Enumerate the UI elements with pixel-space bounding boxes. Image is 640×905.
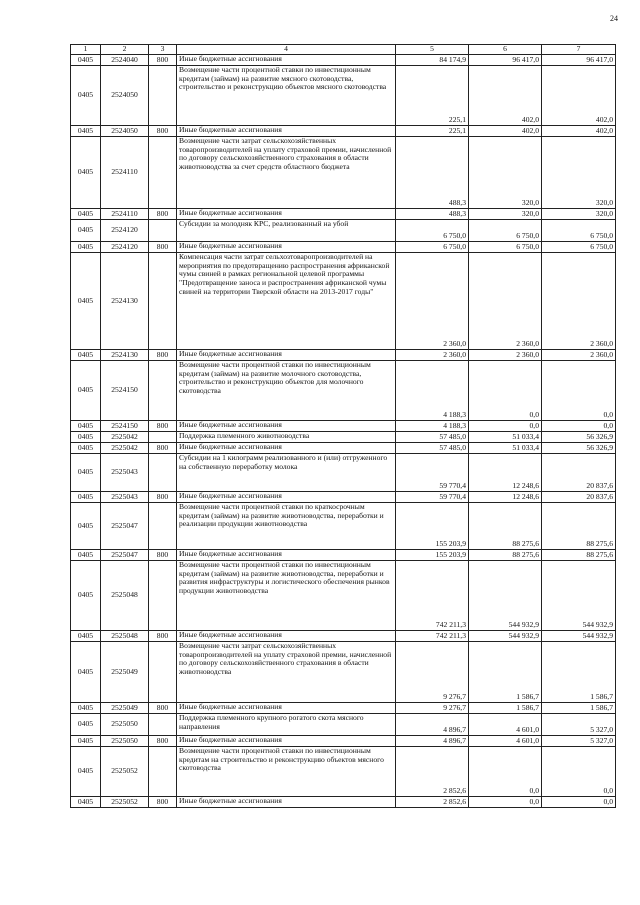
target-article-cell: 2524050 [101, 66, 149, 126]
description-cell: Иные бюджетные ассигнования [177, 55, 396, 66]
section-code-cell: 0405 [71, 550, 101, 561]
amount-col7-cell: 20 837,6 [542, 454, 616, 492]
target-article-cell: 2525047 [101, 503, 149, 550]
target-article-cell: 2525049 [101, 642, 149, 703]
amount-col6-cell: 544 932,9 [469, 631, 542, 642]
amount-col6-cell: 320,0 [469, 209, 542, 220]
amount-col5-cell: 4 896,7 [396, 736, 469, 747]
expense-type-cell: 800 [149, 550, 177, 561]
table-row [71, 714, 616, 736]
amount-col5-cell: 6 750,0 [396, 220, 469, 242]
section-code-cell: 0405 [71, 432, 101, 443]
section-code-cell: 0405 [71, 736, 101, 747]
amount-col7-cell: 6 750,0 [542, 242, 616, 253]
target-article-cell: 2524110 [101, 209, 149, 220]
table-row [71, 492, 616, 503]
description-cell: Иные бюджетные ассигнования [177, 242, 396, 253]
description-cell: Иные бюджетные ассигнования [177, 350, 396, 361]
section-code-cell: 0405 [71, 747, 101, 797]
amount-col5-cell: 155 203,9 [396, 550, 469, 561]
expense-type-cell [149, 137, 177, 209]
amount-col5-cell: 59 770,4 [396, 454, 469, 492]
target-article-cell: 2525049 [101, 703, 149, 714]
section-code-cell: 0405 [71, 242, 101, 253]
amount-col5-cell: 2 852,6 [396, 747, 469, 797]
expense-type-cell: 800 [149, 126, 177, 137]
expense-type-cell: 800 [149, 631, 177, 642]
amount-col6-cell: 320,0 [469, 137, 542, 209]
amount-col6-cell: 2 360,0 [469, 253, 542, 350]
amount-col7-cell: 402,0 [542, 126, 616, 137]
table-row [71, 443, 616, 454]
target-article-cell: 2525050 [101, 714, 149, 736]
amount-col7-cell: 402,0 [542, 66, 616, 126]
amount-col7-cell: 320,0 [542, 209, 616, 220]
description-cell: Возмещение части процентной ставки по инвестиционным кредитам (займам) на развитие животноводства, переработки и развития инфраструктуры и логистического обеспечения рынков продукции животноводства [177, 561, 396, 631]
description-cell: Иные бюджетные ассигнования [177, 443, 396, 454]
expense-type-cell: 800 [149, 736, 177, 747]
expense-type-cell [149, 220, 177, 242]
description-cell: Иные бюджетные ассигнования [177, 550, 396, 561]
amount-col6-cell: 2 360,0 [469, 350, 542, 361]
section-code-cell: 0405 [71, 642, 101, 703]
description-cell: Возмещение части процентной ставки по инвестиционным кредитам (займам) на развитие мясного скотоводства, строительство и реконструкцию объектов мясного скотоводства [177, 66, 396, 126]
target-article-cell: 2525042 [101, 443, 149, 454]
expense-type-cell: 800 [149, 443, 177, 454]
description-cell: Иные бюджетные ассигнования [177, 797, 396, 808]
expense-type-cell [149, 747, 177, 797]
section-code-cell: 0405 [71, 797, 101, 808]
expense-type-cell [149, 561, 177, 631]
expense-type-cell [149, 253, 177, 350]
amount-col7-cell: 544 932,9 [542, 631, 616, 642]
column-number: 7 [542, 45, 616, 55]
target-article-cell: 2524150 [101, 361, 149, 421]
section-code-cell: 0405 [71, 66, 101, 126]
section-code-cell: 0405 [71, 361, 101, 421]
amount-col5-cell: 9 276,7 [396, 703, 469, 714]
amount-col5-cell: 57 485,0 [396, 443, 469, 454]
table-row [71, 703, 616, 714]
expense-type-cell: 800 [149, 209, 177, 220]
table-row [71, 209, 616, 220]
expense-type-cell: 800 [149, 797, 177, 808]
amount-col6-cell: 0,0 [469, 421, 542, 432]
budget-table [70, 44, 616, 808]
amount-col7-cell: 5 327,0 [542, 736, 616, 747]
description-cell: Иные бюджетные ассигнования [177, 492, 396, 503]
target-article-cell: 2525048 [101, 561, 149, 631]
target-article-cell: 2525048 [101, 631, 149, 642]
amount-col6-cell: 544 932,9 [469, 561, 542, 631]
target-article-cell: 2525050 [101, 736, 149, 747]
table-row [71, 631, 616, 642]
target-article-cell: 2524130 [101, 253, 149, 350]
amount-col7-cell: 2 360,0 [542, 253, 616, 350]
description-cell: Возмещение части затрат сельскохозяйственных товаропроизводителей на уплату страховой премии, начисленной по договору сельскохозяйственного страхования в области животноводства [177, 642, 396, 703]
amount-col7-cell: 1 586,7 [542, 703, 616, 714]
amount-col7-cell: 88 275,6 [542, 503, 616, 550]
description-cell: Иные бюджетные ассигнования [177, 631, 396, 642]
amount-col6-cell: 4 601,0 [469, 736, 542, 747]
target-article-cell: 2525042 [101, 432, 149, 443]
table-row [71, 220, 616, 242]
column-number: 3 [149, 45, 177, 55]
description-cell: Иные бюджетные ассигнования [177, 421, 396, 432]
column-number-row [71, 45, 616, 55]
expense-type-cell: 800 [149, 350, 177, 361]
target-article-cell: 2525047 [101, 550, 149, 561]
expense-type-cell [149, 714, 177, 736]
description-cell: Иные бюджетные ассигнования [177, 126, 396, 137]
section-code-cell: 0405 [71, 220, 101, 242]
amount-col5-cell: 155 203,9 [396, 503, 469, 550]
amount-col5-cell: 742 211,3 [396, 561, 469, 631]
amount-col7-cell: 56 326,9 [542, 443, 616, 454]
amount-col7-cell: 56 326,9 [542, 432, 616, 443]
amount-col6-cell: 88 275,6 [469, 503, 542, 550]
amount-col5-cell: 4 188,3 [396, 421, 469, 432]
amount-col6-cell: 402,0 [469, 126, 542, 137]
table-row [71, 550, 616, 561]
amount-col6-cell: 88 275,6 [469, 550, 542, 561]
section-code-cell: 0405 [71, 492, 101, 503]
column-number: 2 [101, 45, 149, 55]
section-code-cell: 0405 [71, 126, 101, 137]
section-code-cell: 0405 [71, 443, 101, 454]
description-cell: Поддержка племенного животноводства [177, 432, 396, 443]
amount-col5-cell: 4 896,7 [396, 714, 469, 736]
section-code-cell: 0405 [71, 561, 101, 631]
page-number: 24 [610, 14, 618, 23]
amount-col6-cell: 51 033,4 [469, 432, 542, 443]
amount-col6-cell: 12 248,6 [469, 454, 542, 492]
amount-col6-cell: 12 248,6 [469, 492, 542, 503]
expense-type-cell [149, 432, 177, 443]
table-row [71, 66, 616, 126]
target-article-cell: 2524150 [101, 421, 149, 432]
description-cell: Возмещение части процентной ставки по инвестиционным кредитам (займам) на развитие молочного скотоводства, строительство и реконструкцию объектов для молочного скотоводства [177, 361, 396, 421]
section-code-cell: 0405 [71, 714, 101, 736]
section-code-cell: 0405 [71, 421, 101, 432]
amount-col6-cell: 0,0 [469, 361, 542, 421]
section-code-cell: 0405 [71, 209, 101, 220]
expense-type-cell: 800 [149, 55, 177, 66]
table-row [71, 432, 616, 443]
table-row [71, 503, 616, 550]
section-code-cell: 0405 [71, 454, 101, 492]
table-row [71, 736, 616, 747]
target-article-cell: 2525043 [101, 492, 149, 503]
amount-col7-cell: 0,0 [542, 797, 616, 808]
table-row [71, 642, 616, 703]
amount-col7-cell: 5 327,0 [542, 714, 616, 736]
expense-type-cell: 800 [149, 421, 177, 432]
section-code-cell: 0405 [71, 631, 101, 642]
description-cell: Возмещение части затрат сельскохозяйственных товаропроизводителей на уплату страховой премии, начисленной по договору сельскохозяйственного страхования в области животноводства за счет средств областного бюджета [177, 137, 396, 209]
table-row [71, 561, 616, 631]
column-number: 4 [177, 45, 396, 55]
table-row [71, 361, 616, 421]
description-cell: Иные бюджетные ассигнования [177, 736, 396, 747]
amount-col5-cell: 742 211,3 [396, 631, 469, 642]
table-row [71, 797, 616, 808]
section-code-cell: 0405 [71, 137, 101, 209]
amount-col7-cell: 544 932,9 [542, 561, 616, 631]
section-code-cell: 0405 [71, 350, 101, 361]
amount-col5-cell: 488,3 [396, 209, 469, 220]
amount-col5-cell: 225,1 [396, 66, 469, 126]
amount-col6-cell: 0,0 [469, 747, 542, 797]
section-code-cell: 0405 [71, 503, 101, 550]
table-row [71, 454, 616, 492]
amount-col5-cell: 57 485,0 [396, 432, 469, 443]
amount-col7-cell: 0,0 [542, 747, 616, 797]
amount-col6-cell: 402,0 [469, 66, 542, 126]
target-article-cell: 2524120 [101, 220, 149, 242]
amount-col6-cell: 51 033,4 [469, 443, 542, 454]
target-article-cell: 2525052 [101, 747, 149, 797]
amount-col5-cell: 4 188,3 [396, 361, 469, 421]
table-row [71, 242, 616, 253]
expense-type-cell [149, 454, 177, 492]
target-article-cell: 2524110 [101, 137, 149, 209]
expense-type-cell [149, 66, 177, 126]
amount-col7-cell: 0,0 [542, 421, 616, 432]
description-cell: Иные бюджетные ассигнования [177, 703, 396, 714]
expense-type-cell [149, 503, 177, 550]
amount-col7-cell: 2 360,0 [542, 350, 616, 361]
amount-col5-cell: 84 174,9 [396, 55, 469, 66]
amount-col6-cell: 4 601,0 [469, 714, 542, 736]
description-cell: Поддержка племенного крупного рогатого скота мясного направления [177, 714, 396, 736]
amount-col7-cell: 0,0 [542, 361, 616, 421]
description-cell: Возмещение части процентной ставки по краткосрочным кредитам (займам) на развитие животноводства, переработки и реализации продукции животноводства [177, 503, 396, 550]
amount-col7-cell: 1 586,7 [542, 642, 616, 703]
expense-type-cell [149, 642, 177, 703]
amount-col7-cell: 6 750,0 [542, 220, 616, 242]
description-cell: Компенсация части затрат сельхозтоваропроизводителей на мероприятия по предотвращению распространения африканской чумы свиней в рамках региональной целевой программы "Предотвращение заноса и распространения африканской чумы свиней на территории Тверской области на 2013-2017 годы" [177, 253, 396, 350]
amount-col5-cell: 59 770,4 [396, 492, 469, 503]
amount-col6-cell: 1 586,7 [469, 642, 542, 703]
amount-col5-cell: 2 360,0 [396, 253, 469, 350]
column-number: 5 [396, 45, 469, 55]
target-article-cell: 2524130 [101, 350, 149, 361]
amount-col5-cell: 6 750,0 [396, 242, 469, 253]
table-row [71, 253, 616, 350]
table-row [71, 747, 616, 797]
amount-col7-cell: 320,0 [542, 137, 616, 209]
amount-col6-cell: 6 750,0 [469, 242, 542, 253]
expense-type-cell: 800 [149, 703, 177, 714]
amount-col5-cell: 9 276,7 [396, 642, 469, 703]
amount-col5-cell: 2 852,6 [396, 797, 469, 808]
amount-col5-cell: 225,1 [396, 126, 469, 137]
section-code-cell: 0405 [71, 703, 101, 714]
target-article-cell: 2524040 [101, 55, 149, 66]
description-cell: Иные бюджетные ассигнования [177, 209, 396, 220]
amount-col7-cell: 88 275,6 [542, 550, 616, 561]
section-code-cell: 0405 [71, 55, 101, 66]
table-row [71, 137, 616, 209]
amount-col6-cell: 1 586,7 [469, 703, 542, 714]
section-code-cell: 0405 [71, 253, 101, 350]
table-row [71, 421, 616, 432]
description-cell: Субсидии за молодняк КРС, реализованный на убой [177, 220, 396, 242]
expense-type-cell: 800 [149, 492, 177, 503]
amount-col5-cell: 2 360,0 [396, 350, 469, 361]
target-article-cell: 2525052 [101, 797, 149, 808]
table-row [71, 126, 616, 137]
amount-col7-cell: 20 837,6 [542, 492, 616, 503]
expense-type-cell [149, 361, 177, 421]
amount-col7-cell: 96 417,0 [542, 55, 616, 66]
expense-type-cell: 800 [149, 242, 177, 253]
column-number: 1 [71, 45, 101, 55]
target-article-cell: 2524120 [101, 242, 149, 253]
target-article-cell: 2525043 [101, 454, 149, 492]
amount-col5-cell: 488,3 [396, 137, 469, 209]
target-article-cell: 2524050 [101, 126, 149, 137]
column-number: 6 [469, 45, 542, 55]
table-row [71, 55, 616, 66]
table-row [71, 350, 616, 361]
description-cell: Возмещение части процентной ставки по инвестиционным кредитам на строительство и реконструкцию объектов мясного скотоводства [177, 747, 396, 797]
amount-col6-cell: 96 417,0 [469, 55, 542, 66]
description-cell: Субсидии на 1 килограмм реализованного и (или) отгруженного на собственную переработку молока [177, 454, 396, 492]
amount-col6-cell: 0,0 [469, 797, 542, 808]
amount-col6-cell: 6 750,0 [469, 220, 542, 242]
